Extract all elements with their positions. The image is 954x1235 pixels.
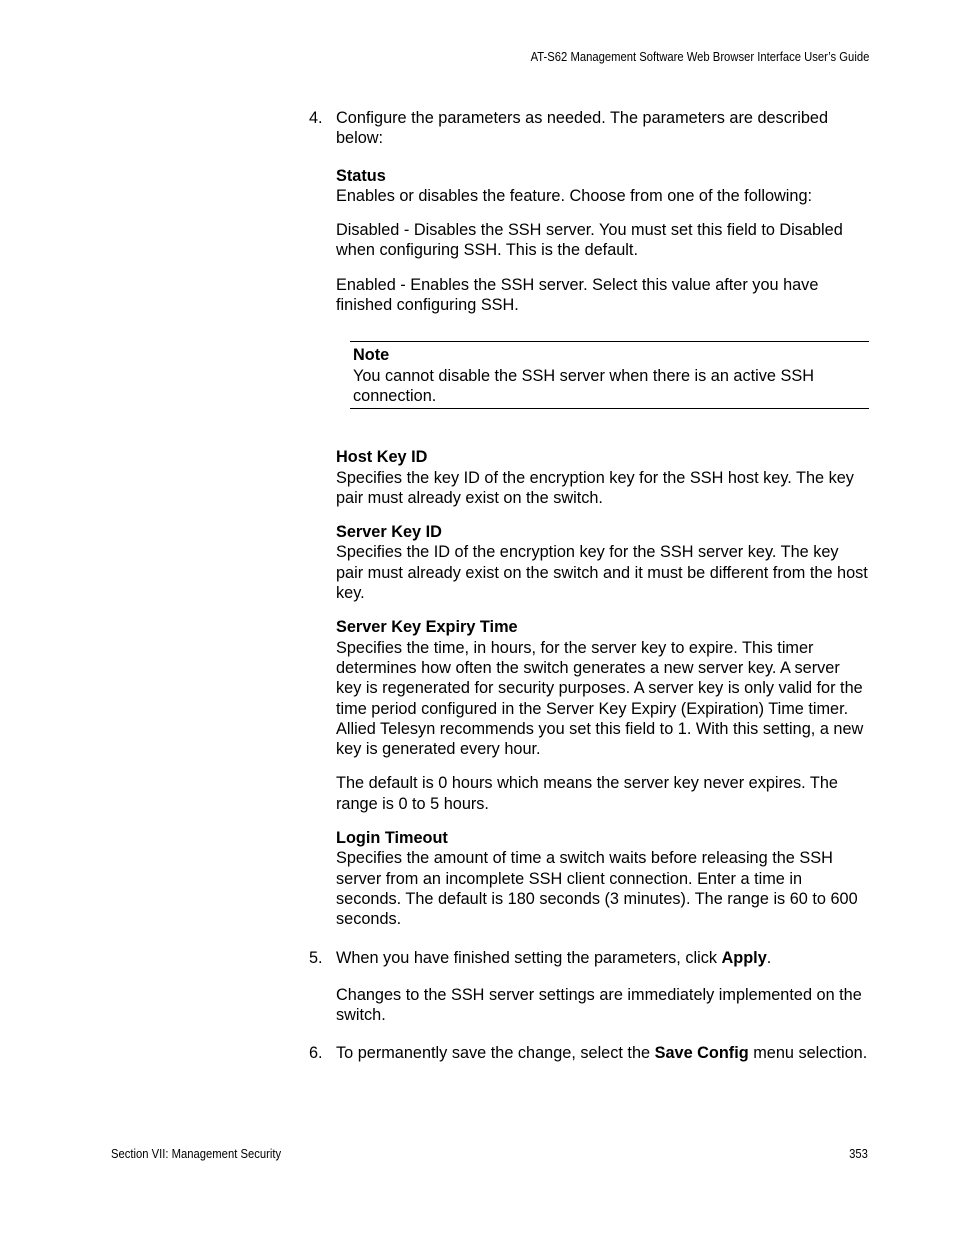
note-box — [350, 341, 869, 409]
step-4 — [309, 108, 869, 930]
expiry-description: Specifies the time, in hours, for the server key to expire. This timer determines how often the switch generates a new server key. A server key is regenerated for security purposes. A server key is only valid for the time period configured in the Server Key Expiry (Expiration) Time timer. Allied Telesyn recommends you set this field to 1. With this setting, a new key is generated every hour. — [336, 638, 864, 759]
apply-term: Apply — [721, 948, 767, 967]
step-number: 6. — [309, 1044, 323, 1063]
status-disabled-option: Disabled - Disables the SSH server. You must set this field to Disabled when configuring SSH. This is the default. — [336, 221, 843, 260]
step-number: 4. — [309, 109, 323, 127]
status-enabled-option: Enabled - Enables the SSH server. Select this value after you have finished configuring SSH. — [336, 275, 819, 315]
expiry-default: The default is 0 hours which means the server key never expires. The range is 0 to 5 hours. — [336, 774, 838, 813]
step-5 — [309, 948, 869, 1026]
step-6-text: To permanently save the change, select the Save Config menu selection. — [336, 1044, 868, 1063]
host-key-description: Specifies the key ID of the encryption key for the SSH host key. The key pair must already exist on the switch. — [336, 468, 854, 507]
expiry-heading: Server Key Expiry Time — [336, 618, 518, 637]
server-key-description: Specifies the ID of the encryption key for the SSH server key. The key pair must already exist on the switch and it must be different from the host key. — [336, 543, 868, 603]
note-heading: Note — [353, 346, 390, 365]
status-heading: Status — [336, 166, 386, 185]
footer-section: Section VII: Management Security — [111, 1147, 282, 1161]
step-6 — [309, 1043, 869, 1063]
step-number: 5. — [309, 948, 323, 967]
running-header: AT-S62 Management Software Web Browser Interface User’s Guide — [530, 50, 869, 64]
step-5-text: When you have finished setting the parameters, click Apply. — [336, 948, 772, 967]
page-body — [309, 108, 869, 1064]
host-key-heading: Host Key ID — [336, 448, 428, 467]
login-timeout-heading: Login Timeout — [336, 829, 448, 848]
login-timeout-description: Specifies the amount of time a switch waits before releasing the SSH server from an incomplete SSH client connection. Enter a time in seconds. The default is 180 seconds (3 minutes). The range is 60 to 600 seconds. — [336, 849, 858, 929]
page-number: 353 — [849, 1147, 868, 1161]
save-config-term: Save Config — [654, 1044, 749, 1063]
status-description: Enables or disables the feature. Choose from one of the following: — [336, 186, 813, 205]
step-5-followup: Changes to the SSH server settings are immediately implemented on the switch. — [336, 985, 862, 1025]
note-text: You cannot disable the SSH server when there is an active SSH connection. — [353, 366, 814, 405]
step-4-intro: Configure the parameters as needed. The parameters are described below: — [336, 109, 829, 148]
server-key-heading: Server Key ID — [336, 523, 442, 542]
